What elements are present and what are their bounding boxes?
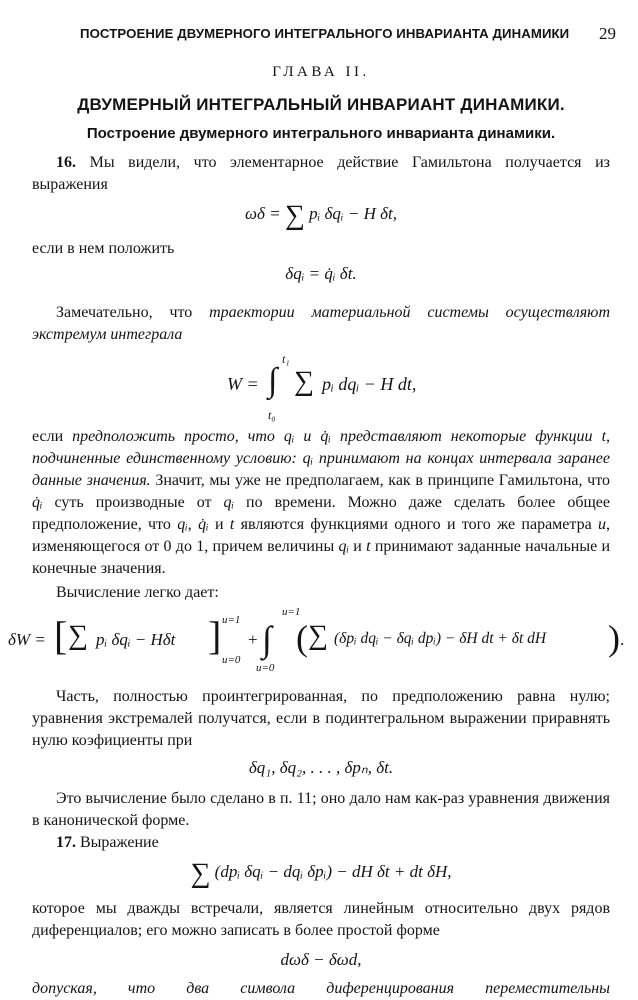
- t24: qᵢ: [338, 538, 350, 555]
- final-line: допуская, что два символа диференцирования переместительны: [32, 980, 610, 997]
- paragraph-part: Часть, полностью проинтегрированная, по предположению равна нулю; уравнения экстремалей получатся, если в подинтегральном выражении приравнять нулю коэфициенты при: [32, 688, 610, 749]
- integrand: (δpᵢ dqᵢ − δqᵢ dpᵢ) − δH dt + δt dH: [334, 630, 547, 647]
- formula-rhs: pᵢ δqᵢ − H δt,: [309, 204, 397, 223]
- paragraph-17: [32, 832, 610, 854]
- bounds-lower: u=0: [222, 654, 241, 666]
- t17: ,: [187, 516, 199, 533]
- sum-symbol: ∑: [68, 620, 88, 651]
- paragraph-assume: [32, 426, 610, 580]
- formula-action: ωδ = ∑ pᵢ δqᵢ − H δt,: [244, 200, 397, 231]
- t16: qᵢ: [177, 516, 188, 533]
- bracket-close: ]: [208, 613, 222, 658]
- formula-W: [32, 352, 610, 426]
- sum-symbol: ∑: [284, 200, 305, 231]
- integral-symbol: ∫: [268, 362, 278, 399]
- page-number: 29: [599, 24, 616, 43]
- paragraph-16: [32, 152, 610, 196]
- t2: предположить просто, что: [72, 428, 284, 445]
- sum-symbol-2: ∑: [308, 620, 328, 651]
- text-plain: Замечательно, что: [56, 304, 210, 321]
- formula-dq: δqᵢ = q̇ᵢ δt.: [285, 264, 357, 283]
- sum-symbol: ∑: [294, 366, 314, 397]
- t5: q̇ᵢ: [320, 428, 331, 445]
- formula-W-body: pᵢ dqᵢ − H dt,: [322, 374, 417, 394]
- t13: суть производные от: [42, 494, 224, 511]
- t23: , изменяющегося от 0 до 1, причем величины: [32, 516, 611, 555]
- formula-coefficients: δq₁, δq₂, . . . , δpₙ, δt.: [248, 758, 394, 777]
- t21: являются функциями одного и того же параметра: [234, 516, 599, 533]
- paragraph-calc-done: Это вычисление было сделано в п. 11; оно дало нам как-раз уравнения движения в канонической форме.: [32, 790, 610, 829]
- paren-close: ): [608, 618, 620, 658]
- formula-lhs: ωδ: [244, 204, 265, 223]
- int-upper: u=1: [282, 606, 301, 618]
- t3: qᵢ: [283, 428, 295, 445]
- t1: если: [32, 428, 73, 445]
- plus-sign: +: [248, 630, 258, 649]
- t14: qᵢ: [223, 494, 235, 511]
- t9: qᵢ: [302, 450, 314, 467]
- t22: u: [598, 516, 607, 533]
- sum-symbol: ∑: [190, 858, 211, 889]
- bracket-inner: pᵢ δqᵢ − Hδt: [96, 630, 176, 649]
- t10: принимают на концах интервала заранее данные значения.: [32, 450, 611, 489]
- t6: представляют некоторые функции: [330, 428, 602, 445]
- t15: по времени. Можно даже сделать более общее предположение, что: [32, 494, 610, 533]
- t12: q̇ᵢ: [32, 494, 43, 511]
- formula-bilinear: [32, 860, 610, 898]
- t26: t: [366, 538, 371, 555]
- running-head: [32, 18, 616, 48]
- chapter-label: ГЛАВА II.: [272, 64, 370, 80]
- formula-bilinear-body: (dpᵢ δqᵢ − dqᵢ δpᵢ) − dH δt + dt δH,: [214, 862, 452, 881]
- formula-domega: dωδ − δωd,: [280, 950, 362, 969]
- t18: q̇ᵢ: [198, 516, 209, 533]
- section-title: Построение двумерного интегрального инварианта динамики.: [86, 125, 556, 142]
- paren-open: (: [296, 618, 308, 658]
- paragraph-remarkable: [32, 302, 610, 346]
- text-calc-intro: Вычисление легко дает:: [56, 584, 219, 601]
- t7: t: [601, 428, 607, 445]
- paragraph-met-twice: которое мы дважды встречали, является линейным относительно двух рядов диференциалов; его можно записать в более простой форме: [32, 900, 610, 939]
- t19: и: [208, 516, 230, 533]
- t27: принимают заданные начальные и конечные значения.: [32, 538, 611, 577]
- t11: Значит, мы уже не предполагаем, как в принципе Гамильтона, что: [150, 472, 611, 489]
- integral-upper: t₁: [282, 352, 290, 366]
- bounds-upper: u=1: [222, 614, 241, 626]
- formula-deltaW: [8, 606, 625, 680]
- t8: , подчиненные единственному условию:: [32, 428, 611, 467]
- int-lower: u=0: [256, 662, 275, 674]
- t20: t: [229, 516, 235, 533]
- formula-end: .: [620, 630, 625, 649]
- running-head-title: ПОСТРОЕНИЕ ДВУМЕРНОГО ИНТЕГРАЛЬНОГО ИНВАРИАНТА ДИНАМИКИ: [80, 26, 570, 41]
- t4: и: [294, 428, 321, 445]
- paragraph-text: Выражение: [76, 834, 159, 851]
- chapter-title: ДВУМЕРНЫЙ ИНТЕГРАЛЬНЫЙ ИНВАРИАНТ ДИНАМИКИ.: [77, 95, 565, 114]
- paragraph-number: 17.: [56, 834, 76, 851]
- paragraph-text: Мы видели, что элементарное действие Гамильтона получается из выражения: [32, 154, 610, 193]
- formula-W-lhs: W =: [227, 374, 259, 394]
- integral-symbol: ∫: [262, 619, 272, 659]
- paragraph-number: 16.: [56, 154, 76, 171]
- text-if-in-it: если в нем положить: [32, 240, 175, 257]
- bracket-open: [: [54, 613, 68, 658]
- text-italic: траектории материальной системы осуществляют экстремум интеграла: [32, 304, 610, 343]
- integral-lower: t₀: [268, 408, 276, 422]
- deltaW-lhs: δW =: [8, 630, 46, 649]
- t25: и: [349, 538, 367, 555]
- page: [8, 18, 625, 1000]
